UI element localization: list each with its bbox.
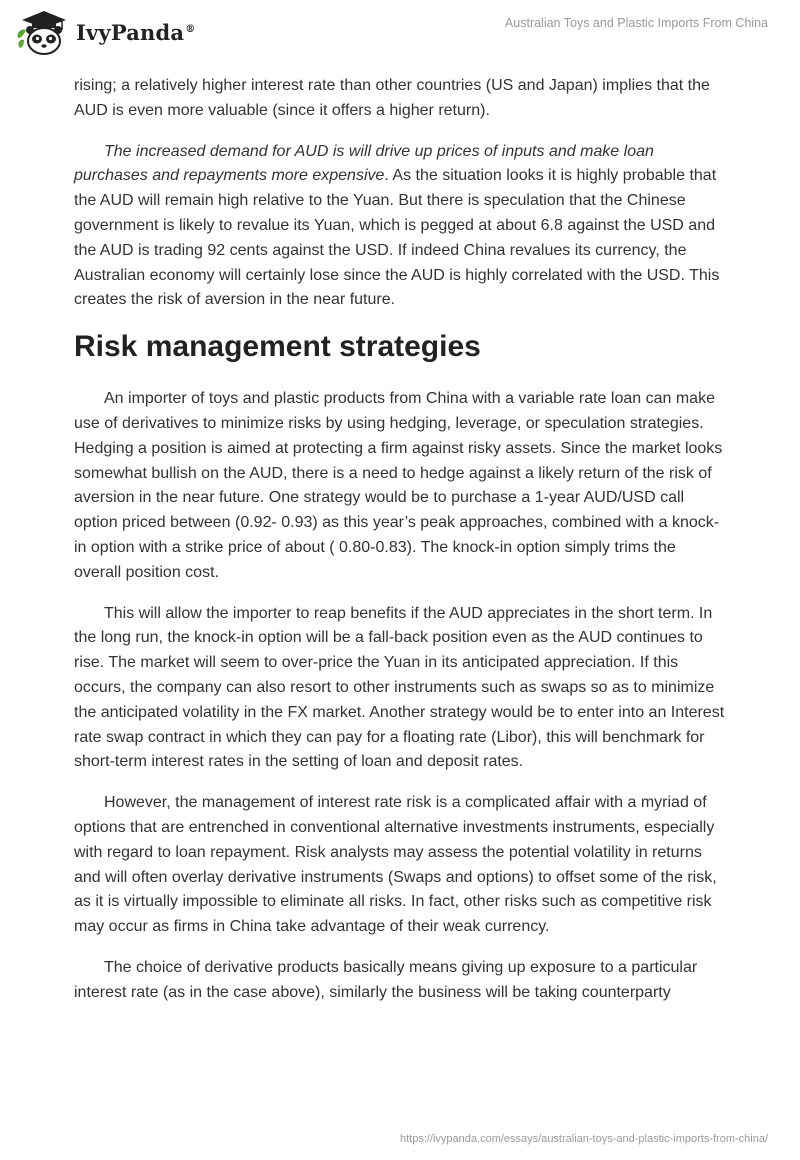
paragraph-3: An importer of toys and plastic products from China with a variable rate loan can make use of derivatives to minimize risks by using hedging, leverage, or speculation strategies. Hedging a position is aimed at protecting a firm against risky assets. Since the market looks somewhat bullish on the AUD, there is a need to hedge against a likely return of the risk of aversion in the near future. One strategy would be to purchase a 1-year AUD/USD call option priced between (0.92- 0.93) as this year’s peak approaches, combined with a knock-in option with a strike price of about ( 0.80-0.83). The knock-in option simply trims the overall position cost. — [74, 390, 723, 581]
paragraph-5: However, the management of interest rate risk is a complicated affair with a myriad of options that are entrenched in conventional alternative investments instruments, especially with regard to loan repayment. Risk analysts may assess the potential volatility in returns and will often overlay derivative instruments (Swaps and options) to offset some of the risk, as it is virtually impossible to eliminate all risks. In fact, other risks such as competitive risk may occur as firms in China take advantage of their weak currency. — [74, 794, 717, 936]
paragraph-6: The choice of derivative products basically means giving up exposure to a particular interest rate (as in the case above), similarly the business will be taking counterparty — [74, 958, 698, 1001]
brand-name: IvyPanda® — [76, 19, 196, 45]
source-url[interactable]: https://ivypanda.com/essays/australian-toys-and-plastic-imports-from-china/ — [399, 1133, 768, 1145]
article-body — [74, 74, 726, 1022]
ivypanda-logo[interactable] — [14, 8, 195, 56]
panda-graduate-icon — [14, 8, 70, 56]
section-heading: Risk management strategies — [74, 330, 481, 364]
page-header — [0, 0, 800, 62]
document-title: Australian Toys and Plastic Imports From China — [504, 16, 768, 30]
paragraph-1: rising; a relatively higher interest rate than other countries (US and Japan) implies that the AUD is even more valuable (since it offers a higher return). — [74, 77, 710, 119]
paragraph-4: This will allow the importer to reap benefits if the AUD appreciates in the short term. In the long run, the knock-in option will be a fall-back position even as the AUD continues to rise. The market will seem to over-price the Yuan in its anticipated appreciation. If this occurs, the company can also resort to other instruments such as swaps so as to minimize the anticipated volatility in the FX market. Another strategy would be to enter into an Interest rate swap contract in which they can pay for a floating rate (Libor), this will benchmark for short-term interest rates in the setting of loan and deposit rates. — [74, 604, 725, 771]
paragraph-2-rest: . As the situation looks it is highly probable that the AUD will remain high relative to the Yuan. But there is speculation that the Chinese government is likely to revalue its Yuan, which is pegged at about 6.8 against the USD and the AUD is trading 92 cents against the USD. If indeed China revalues its currency, the Australian economy will certainly lose since the AUD is highly correlated with the USD. This creates the risk of aversion in the near future. — [74, 167, 720, 309]
paragraph-2-italic: The increased demand for AUD is will drive up prices of inputs and make loan purchases and repayments more expensive — [74, 142, 654, 185]
paragraph-2 — [74, 140, 726, 314]
